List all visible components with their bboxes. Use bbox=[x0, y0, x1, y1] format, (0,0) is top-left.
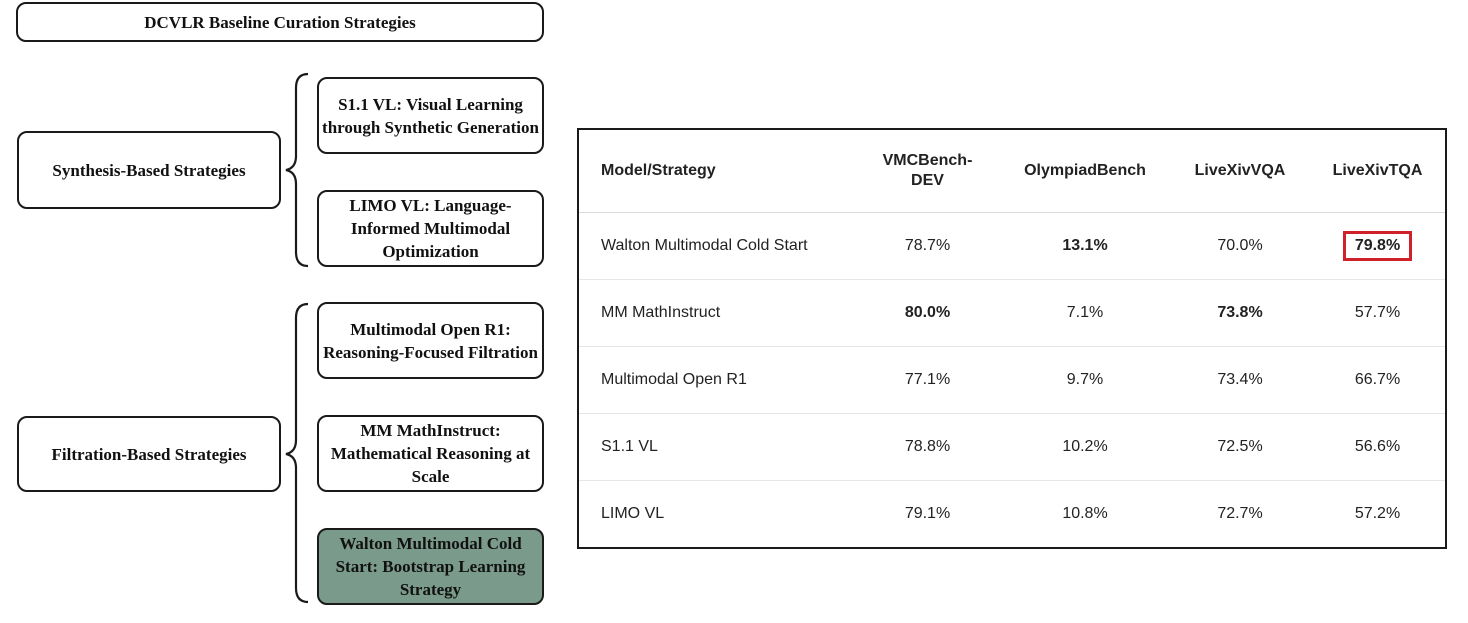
table-cell: 78.7% bbox=[855, 213, 1000, 280]
table-cell: 80.0% bbox=[855, 280, 1000, 347]
column-header: LiveXivVQA bbox=[1170, 130, 1310, 213]
table-cell bbox=[1310, 213, 1445, 280]
table-cell: 7.1% bbox=[1000, 280, 1170, 347]
strategy-label: MM MathInstruct: Mathematical Reasoning at Scale bbox=[330, 421, 531, 486]
table-cell: 72.5% bbox=[1170, 414, 1310, 481]
group-filtration-based bbox=[17, 416, 281, 492]
table-row bbox=[579, 347, 1445, 414]
diagram-title-text: DCVLR Baseline Curation Strategies bbox=[144, 12, 416, 32]
table-cell: 66.7% bbox=[1310, 347, 1445, 414]
strategy-walton-multimodal-cold-start bbox=[317, 528, 544, 605]
table-cell: LIMO VL bbox=[601, 505, 665, 522]
diagram-title bbox=[16, 2, 544, 42]
results-table-grid bbox=[579, 130, 1445, 547]
table-cell: 10.2% bbox=[1000, 414, 1170, 481]
table-cell: 73.8% bbox=[1170, 280, 1310, 347]
table-cell: 9.7% bbox=[1000, 347, 1170, 414]
column-header: OlympiadBench bbox=[1000, 130, 1170, 213]
strategy-label: LIMO VL: Language-Informed Multimodal Optimization bbox=[349, 196, 512, 261]
strategy-label: S1.1 VL: Visual Learning through Synthetic Generation bbox=[322, 94, 539, 137]
column-header: VMCBench-DEV bbox=[855, 130, 1000, 213]
table-cell: 56.6% bbox=[1310, 414, 1445, 481]
table-cell: 13.1% bbox=[1000, 213, 1170, 280]
table-cell: 10.8% bbox=[1062, 505, 1108, 522]
table-cell: S1.1 VL bbox=[579, 414, 855, 481]
table-cell: 73.4% bbox=[1170, 347, 1310, 414]
strategy-label: Multimodal Open R1: Reasoning-Focused Filtration bbox=[323, 319, 538, 362]
group-label: Synthesis-Based Strategies bbox=[52, 160, 246, 180]
strategy-s1-1-vl bbox=[317, 77, 544, 154]
table-cell: MM MathInstruct bbox=[579, 280, 855, 347]
table-cell: 78.8% bbox=[855, 414, 1000, 481]
highlighted-value: 79.8% bbox=[1343, 231, 1412, 261]
brace-synthesis bbox=[280, 70, 320, 270]
table-row bbox=[579, 280, 1445, 347]
column-header: LiveXivTQA bbox=[1310, 130, 1445, 213]
table-cell: 77.1% bbox=[855, 347, 1000, 414]
table-header-row bbox=[579, 130, 1445, 213]
table-row bbox=[579, 213, 1445, 280]
group-synthesis-based bbox=[17, 131, 281, 209]
table-cell: 70.0% bbox=[1170, 213, 1310, 280]
strategy-mm-mathinstruct bbox=[317, 415, 544, 492]
strategy-limo-vl bbox=[317, 190, 544, 267]
table-cell: 57.7% bbox=[1310, 280, 1445, 347]
table-cell: 57.2% bbox=[1354, 505, 1401, 522]
table-cell: 79.1% bbox=[904, 505, 951, 522]
group-label: Filtration-Based Strategies bbox=[51, 444, 247, 464]
table-row bbox=[579, 481, 1445, 548]
strategy-label: Walton Multimodal Cold Start: Bootstrap Learning Strategy bbox=[335, 534, 526, 599]
table-cell: Walton Multimodal Cold Start bbox=[579, 213, 855, 280]
table-cell: Multimodal Open R1 bbox=[579, 347, 855, 414]
strategy-multimodal-open-r1 bbox=[317, 302, 544, 379]
results-table bbox=[577, 128, 1447, 549]
brace-filtration bbox=[280, 300, 320, 606]
column-header: Model/Strategy bbox=[579, 130, 855, 213]
table-cell: 72.7% bbox=[1217, 505, 1263, 522]
table-row bbox=[579, 414, 1445, 481]
